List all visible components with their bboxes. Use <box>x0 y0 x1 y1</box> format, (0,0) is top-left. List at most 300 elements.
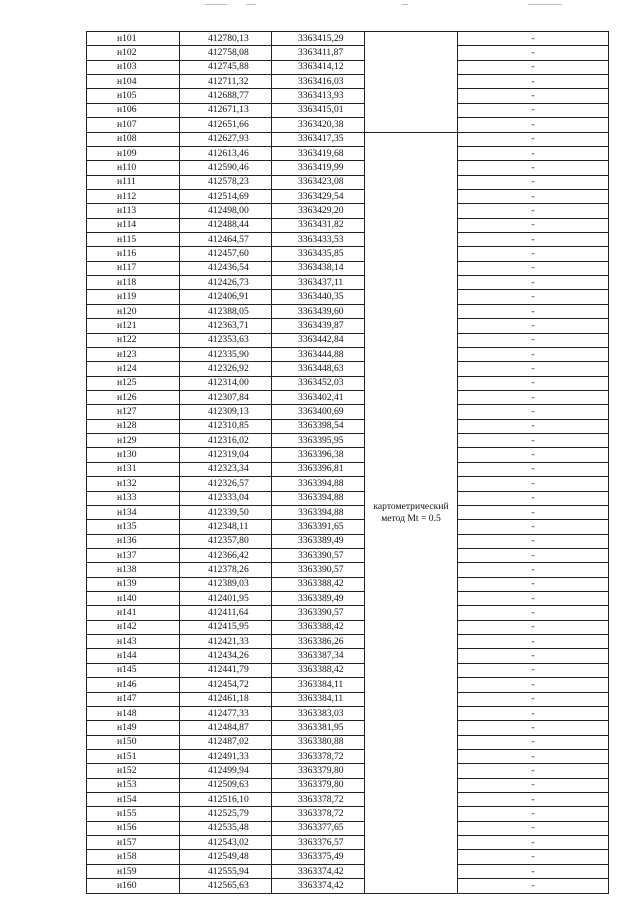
coordinate-x: 412323,34 <box>180 462 272 476</box>
coordinate-y: 3363431,82 <box>272 218 365 232</box>
point-number: н101 <box>87 32 180 46</box>
coordinate-x: 412758,08 <box>180 46 272 60</box>
accuracy-value: - <box>458 247 609 261</box>
point-number: н116 <box>87 247 180 261</box>
coordinate-x: 412711,32 <box>180 75 272 89</box>
table-row <box>87 376 609 390</box>
accuracy-value: - <box>458 462 609 476</box>
table-row <box>87 721 609 735</box>
accuracy-value: - <box>458 32 609 46</box>
accuracy-value: - <box>458 592 609 606</box>
coordinate-x: 412307,84 <box>180 390 272 404</box>
table-row <box>87 189 609 203</box>
point-number: н143 <box>87 635 180 649</box>
coordinate-y: 3363444,88 <box>272 347 365 361</box>
coordinate-x: 412780,13 <box>180 32 272 46</box>
accuracy-value: - <box>458 879 609 893</box>
coordinate-x: 412310,85 <box>180 419 272 433</box>
coordinate-y: 3363411,87 <box>272 46 365 60</box>
table-row <box>87 434 609 448</box>
coordinate-x: 412514,69 <box>180 189 272 203</box>
accuracy-value: - <box>458 721 609 735</box>
scan-artifact <box>246 4 256 5</box>
point-number: н144 <box>87 649 180 663</box>
coordinate-x: 412415,95 <box>180 620 272 634</box>
table-row <box>87 161 609 175</box>
coordinate-y: 3363389,49 <box>272 592 365 606</box>
coordinate-y: 3363415,01 <box>272 103 365 117</box>
method-cell-group-1 <box>365 32 458 133</box>
coordinate-y: 3363420,38 <box>272 118 365 132</box>
table-row <box>87 821 609 835</box>
coordinate-y: 3363400,69 <box>272 405 365 419</box>
point-number: н150 <box>87 735 180 749</box>
coordinate-y: 3363414,12 <box>272 60 365 74</box>
point-number: н115 <box>87 233 180 247</box>
coordinate-x: 412525,79 <box>180 807 272 821</box>
coordinate-y: 3363394,88 <box>272 491 365 505</box>
coordinate-x: 412491,33 <box>180 749 272 763</box>
point-number: н132 <box>87 477 180 491</box>
accuracy-value: - <box>458 663 609 677</box>
table-row <box>87 362 609 376</box>
table-row <box>87 146 609 160</box>
accuracy-value: - <box>458 836 609 850</box>
coordinate-y: 3363390,57 <box>272 563 365 577</box>
accuracy-value: - <box>458 491 609 505</box>
point-number: н138 <box>87 563 180 577</box>
coordinate-x: 412378,26 <box>180 563 272 577</box>
point-number: н160 <box>87 879 180 893</box>
coordinate-x: 412333,04 <box>180 491 272 505</box>
table-row <box>87 850 609 864</box>
accuracy-value: - <box>458 233 609 247</box>
point-number: н146 <box>87 678 180 692</box>
point-number: н157 <box>87 836 180 850</box>
coordinate-x: 412477,33 <box>180 706 272 720</box>
point-number: н106 <box>87 103 180 117</box>
table-row <box>87 304 609 318</box>
table-row <box>87 462 609 476</box>
scan-artifact <box>205 4 227 5</box>
accuracy-value: - <box>458 60 609 74</box>
table-row <box>87 405 609 419</box>
scan-artifact <box>402 4 408 5</box>
coordinates-table-body <box>87 32 609 894</box>
coordinate-x: 412363,71 <box>180 319 272 333</box>
coordinate-y: 3363394,88 <box>272 505 365 519</box>
coordinate-y: 3363419,68 <box>272 146 365 160</box>
coordinate-x: 412461,18 <box>180 692 272 706</box>
table-row <box>87 175 609 189</box>
coordinate-y: 3363439,87 <box>272 319 365 333</box>
table-row <box>87 577 609 591</box>
coordinate-y: 3363396,81 <box>272 462 365 476</box>
coordinate-x: 412406,91 <box>180 290 272 304</box>
coordinate-y: 3363377,65 <box>272 821 365 835</box>
table-row <box>87 749 609 763</box>
coordinate-x: 412326,57 <box>180 477 272 491</box>
point-number: н129 <box>87 434 180 448</box>
accuracy-value: - <box>458 764 609 778</box>
point-number: н113 <box>87 204 180 218</box>
point-number: н148 <box>87 706 180 720</box>
point-number: н110 <box>87 161 180 175</box>
coordinate-x: 412316,02 <box>180 434 272 448</box>
coordinate-x: 412326,92 <box>180 362 272 376</box>
table-row <box>87 347 609 361</box>
coordinate-y: 3363416,03 <box>272 75 365 89</box>
point-number: н145 <box>87 663 180 677</box>
point-number: н107 <box>87 118 180 132</box>
coordinate-y: 3363438,14 <box>272 261 365 275</box>
method-accuracy-label: метод Mt = 0.5 <box>381 512 441 524</box>
point-number: н137 <box>87 548 180 562</box>
point-number: н104 <box>87 75 180 89</box>
accuracy-value: - <box>458 821 609 835</box>
accuracy-value: - <box>458 89 609 103</box>
coordinate-x: 412498,00 <box>180 204 272 218</box>
accuracy-value: - <box>458 850 609 864</box>
coordinate-x: 412436,54 <box>180 261 272 275</box>
coordinate-x: 412549,48 <box>180 850 272 864</box>
coordinate-y: 3363374,42 <box>272 864 365 878</box>
table-row <box>87 505 609 519</box>
point-number: н128 <box>87 419 180 433</box>
accuracy-value: - <box>458 635 609 649</box>
table-row <box>87 218 609 232</box>
point-number: н141 <box>87 606 180 620</box>
method-label: картометрический <box>373 500 449 512</box>
table-row <box>87 132 609 146</box>
coordinate-y: 3363413,93 <box>272 89 365 103</box>
accuracy-value: - <box>458 534 609 548</box>
accuracy-value: - <box>458 132 609 146</box>
table-row <box>87 477 609 491</box>
coordinate-y: 3363440,35 <box>272 290 365 304</box>
coordinate-y: 3363452,03 <box>272 376 365 390</box>
coordinate-y: 3363415,29 <box>272 32 365 46</box>
coordinate-y: 3363423,08 <box>272 175 365 189</box>
coordinate-y: 3363394,88 <box>272 477 365 491</box>
point-number: н108 <box>87 132 180 146</box>
coordinate-y: 3363437,11 <box>272 276 365 290</box>
coordinate-y: 3363395,95 <box>272 434 365 448</box>
table-row <box>87 735 609 749</box>
accuracy-value: - <box>458 477 609 491</box>
table-row <box>87 419 609 433</box>
table-row <box>87 807 609 821</box>
coordinate-y: 3363429,20 <box>272 204 365 218</box>
coordinate-x: 412555,94 <box>180 864 272 878</box>
coordinate-y: 3363429,54 <box>272 189 365 203</box>
accuracy-value: - <box>458 189 609 203</box>
coordinate-x: 412535,48 <box>180 821 272 835</box>
coordinate-x: 412335,90 <box>180 347 272 361</box>
table-row <box>87 793 609 807</box>
coordinate-x: 412590,46 <box>180 161 272 175</box>
accuracy-value: - <box>458 46 609 60</box>
coordinate-y: 3363419,99 <box>272 161 365 175</box>
accuracy-value: - <box>458 706 609 720</box>
coordinate-x: 412366,42 <box>180 548 272 562</box>
point-number: н147 <box>87 692 180 706</box>
point-number: н149 <box>87 721 180 735</box>
coordinate-x: 412488,44 <box>180 218 272 232</box>
coordinate-y: 3363386,26 <box>272 635 365 649</box>
coordinate-x: 412388,05 <box>180 304 272 318</box>
accuracy-value: - <box>458 376 609 390</box>
method-cell-group-2 <box>365 132 458 893</box>
accuracy-value: - <box>458 261 609 275</box>
coordinate-x: 412578,23 <box>180 175 272 189</box>
accuracy-value: - <box>458 161 609 175</box>
accuracy-value: - <box>458 276 609 290</box>
coordinate-x: 412411,64 <box>180 606 272 620</box>
coordinate-x: 412457,60 <box>180 247 272 261</box>
coordinate-y: 3363374,42 <box>272 879 365 893</box>
coordinate-x: 412339,50 <box>180 505 272 519</box>
scan-artifact <box>528 4 562 5</box>
coordinate-x: 412357,80 <box>180 534 272 548</box>
coordinates-table <box>86 31 609 894</box>
point-number: н159 <box>87 864 180 878</box>
point-number: н125 <box>87 376 180 390</box>
coordinate-y: 3363396,38 <box>272 448 365 462</box>
coordinate-y: 3363398,54 <box>272 419 365 433</box>
coordinate-x: 412454,72 <box>180 678 272 692</box>
table-row <box>87 75 609 89</box>
coordinate-y: 3363435,85 <box>272 247 365 261</box>
coordinate-x: 412745,88 <box>180 60 272 74</box>
coordinate-y: 3363379,80 <box>272 778 365 792</box>
accuracy-value: - <box>458 390 609 404</box>
point-number: н134 <box>87 505 180 519</box>
point-number: н140 <box>87 592 180 606</box>
coordinate-x: 412613,46 <box>180 146 272 160</box>
point-number: н121 <box>87 319 180 333</box>
point-number: н126 <box>87 390 180 404</box>
coordinate-x: 412543,02 <box>180 836 272 850</box>
table-row <box>87 319 609 333</box>
coordinate-y: 3363390,57 <box>272 548 365 562</box>
accuracy-value: - <box>458 606 609 620</box>
table-row <box>87 563 609 577</box>
table-row <box>87 620 609 634</box>
table-row <box>87 692 609 706</box>
coordinate-x: 412441,79 <box>180 663 272 677</box>
coordinate-y: 3363378,72 <box>272 807 365 821</box>
coordinate-y: 3363376,57 <box>272 836 365 850</box>
accuracy-value: - <box>458 649 609 663</box>
point-number: н127 <box>87 405 180 419</box>
accuracy-value: - <box>458 175 609 189</box>
point-number: н105 <box>87 89 180 103</box>
table-row <box>87 778 609 792</box>
point-number: н123 <box>87 347 180 361</box>
accuracy-value: - <box>458 204 609 218</box>
table-row <box>87 390 609 404</box>
accuracy-value: - <box>458 692 609 706</box>
accuracy-value: - <box>458 405 609 419</box>
point-number: н120 <box>87 304 180 318</box>
point-number: н130 <box>87 448 180 462</box>
point-number: н114 <box>87 218 180 232</box>
accuracy-value: - <box>458 75 609 89</box>
point-number: н102 <box>87 46 180 60</box>
point-number: н135 <box>87 520 180 534</box>
coordinate-y: 3363388,42 <box>272 577 365 591</box>
coordinate-y: 3363402,41 <box>272 390 365 404</box>
point-number: н112 <box>87 189 180 203</box>
table-row <box>87 46 609 60</box>
accuracy-value: - <box>458 864 609 878</box>
accuracy-value: - <box>458 678 609 692</box>
table-row <box>87 520 609 534</box>
coordinate-y: 3363375,49 <box>272 850 365 864</box>
coordinate-y: 3363389,49 <box>272 534 365 548</box>
coordinate-y: 3363379,80 <box>272 764 365 778</box>
table-row <box>87 706 609 720</box>
coordinate-y: 3363439,60 <box>272 304 365 318</box>
coordinate-y: 3363378,72 <box>272 793 365 807</box>
coordinate-x: 412309,13 <box>180 405 272 419</box>
table-row <box>87 548 609 562</box>
table-row <box>87 864 609 878</box>
point-number: н111 <box>87 175 180 189</box>
accuracy-value: - <box>458 290 609 304</box>
accuracy-value: - <box>458 362 609 376</box>
accuracy-value: - <box>458 434 609 448</box>
table-row <box>87 261 609 275</box>
table-row <box>87 32 609 46</box>
accuracy-value: - <box>458 103 609 117</box>
table-row <box>87 103 609 117</box>
table-row <box>87 635 609 649</box>
table-row <box>87 60 609 74</box>
table-row <box>87 233 609 247</box>
point-number: н158 <box>87 850 180 864</box>
accuracy-value: - <box>458 304 609 318</box>
table-row <box>87 663 609 677</box>
table-row <box>87 879 609 893</box>
coordinate-y: 3363388,42 <box>272 663 365 677</box>
table-row <box>87 204 609 218</box>
coordinate-x: 412671,13 <box>180 103 272 117</box>
coordinate-x: 412389,03 <box>180 577 272 591</box>
accuracy-value: - <box>458 620 609 634</box>
coordinate-y: 3363384,11 <box>272 678 365 692</box>
point-number: н136 <box>87 534 180 548</box>
coordinate-y: 3363380,88 <box>272 735 365 749</box>
point-number: н155 <box>87 807 180 821</box>
coordinate-y: 3363378,72 <box>272 749 365 763</box>
table-row <box>87 448 609 462</box>
point-number: н139 <box>87 577 180 591</box>
coordinate-x: 412353,63 <box>180 333 272 347</box>
table-row <box>87 491 609 505</box>
coordinate-x: 412421,33 <box>180 635 272 649</box>
coordinate-x: 412434,26 <box>180 649 272 663</box>
accuracy-value: - <box>458 548 609 562</box>
coordinate-x: 412401,95 <box>180 592 272 606</box>
accuracy-value: - <box>458 793 609 807</box>
coordinate-y: 3363383,03 <box>272 706 365 720</box>
table-row <box>87 592 609 606</box>
coordinate-x: 412314,00 <box>180 376 272 390</box>
accuracy-value: - <box>458 577 609 591</box>
point-number: н151 <box>87 749 180 763</box>
coordinate-x: 412319,04 <box>180 448 272 462</box>
coordinate-y: 3363387,34 <box>272 649 365 663</box>
coordinate-y: 3363448,63 <box>272 362 365 376</box>
coordinate-x: 412516,10 <box>180 793 272 807</box>
table-row <box>87 764 609 778</box>
accuracy-value: - <box>458 333 609 347</box>
coordinate-y: 3363433,53 <box>272 233 365 247</box>
coordinate-x: 412348,11 <box>180 520 272 534</box>
coordinate-x: 412464,57 <box>180 233 272 247</box>
coordinate-x: 412627,93 <box>180 132 272 146</box>
accuracy-value: - <box>458 749 609 763</box>
table-row <box>87 649 609 663</box>
point-number: н122 <box>87 333 180 347</box>
point-number: н118 <box>87 276 180 290</box>
point-number: н133 <box>87 491 180 505</box>
accuracy-value: - <box>458 520 609 534</box>
accuracy-value: - <box>458 505 609 519</box>
coordinate-x: 412487,02 <box>180 735 272 749</box>
accuracy-value: - <box>458 218 609 232</box>
table-row <box>87 89 609 103</box>
coordinate-x: 412651,66 <box>180 118 272 132</box>
table-row <box>87 534 609 548</box>
accuracy-value: - <box>458 118 609 132</box>
table-row <box>87 118 609 132</box>
point-number: н152 <box>87 764 180 778</box>
accuracy-value: - <box>458 778 609 792</box>
coordinate-y: 3363391,65 <box>272 520 365 534</box>
coordinate-x: 412426,73 <box>180 276 272 290</box>
coordinate-y: 3363442,84 <box>272 333 365 347</box>
table-row <box>87 606 609 620</box>
coordinate-x: 412484,87 <box>180 721 272 735</box>
accuracy-value: - <box>458 419 609 433</box>
point-number: н156 <box>87 821 180 835</box>
table-row <box>87 276 609 290</box>
coordinate-y: 3363384,11 <box>272 692 365 706</box>
coordinate-x: 412565,63 <box>180 879 272 893</box>
coordinate-x: 412509,63 <box>180 778 272 792</box>
point-number: н119 <box>87 290 180 304</box>
point-number: н131 <box>87 462 180 476</box>
coordinate-y: 3363417,35 <box>272 132 365 146</box>
accuracy-value: - <box>458 448 609 462</box>
accuracy-value: - <box>458 735 609 749</box>
point-number: н117 <box>87 261 180 275</box>
accuracy-value: - <box>458 146 609 160</box>
point-number: н103 <box>87 60 180 74</box>
table-row <box>87 247 609 261</box>
coordinate-x: 412688,77 <box>180 89 272 103</box>
accuracy-value: - <box>458 563 609 577</box>
table-row <box>87 836 609 850</box>
point-number: н142 <box>87 620 180 634</box>
coordinate-x: 412499,94 <box>180 764 272 778</box>
point-number: н124 <box>87 362 180 376</box>
point-number: н153 <box>87 778 180 792</box>
accuracy-value: - <box>458 807 609 821</box>
